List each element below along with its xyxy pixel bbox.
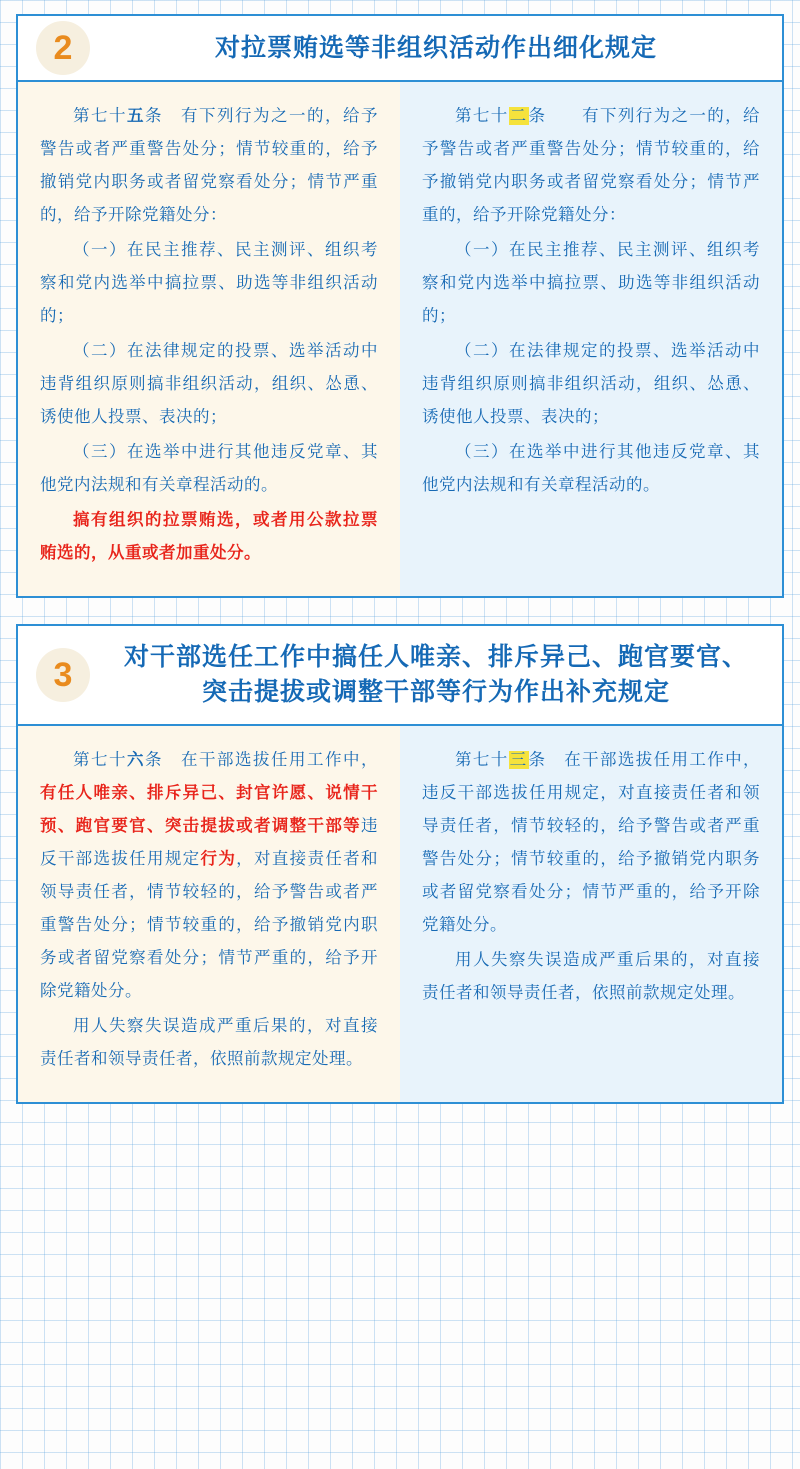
section-3-left-column (18, 726, 400, 1102)
text-run: 条 有下列行为之一的，给予警告或者严重警告处分；情节较重的，给予撤销党内职务或者留党察看处分；情节严重的，给予开除党籍处分： (40, 107, 378, 224)
text-run: 条 在干部选拔任用工作中， (145, 751, 378, 769)
text-run: 用人失察失误造成严重后果的，对直接责任者和领导责任者，依照前款规定处理。 (40, 1017, 378, 1068)
marker-highlight: 二 (509, 107, 528, 125)
text-run: 第七十 (73, 751, 127, 769)
highlighted-text: 行为 (200, 850, 237, 868)
section-title-2: 对拉票贿选等非组织活动作出细化规定 (214, 33, 657, 62)
text-run: 用人失察失误造成严重后果的，对直接责任者和领导责任者，依照前款规定处理。 (422, 951, 760, 1002)
highlighted-text: 搞有组织的拉票贿选，或者用公款拉票贿选的，从重或者加重处分。 (40, 511, 378, 562)
section-2-right-column (400, 82, 782, 596)
text-run: 违反干部选拔任用规定 (40, 817, 378, 868)
text-run: 第七十 (455, 107, 509, 125)
section-card-3 (16, 624, 784, 1104)
article-number: 五 (127, 107, 145, 125)
text-run: 第七十 (455, 751, 509, 769)
paragraph (422, 335, 760, 434)
text-run: （二）在法律规定的投票、选举活动中违背组织原则搞非组织活动，组织、怂恿、诱使他人投票、表决的； (40, 342, 378, 426)
section-3-right-column (400, 726, 782, 1102)
paragraph (40, 1010, 378, 1076)
section-title-3: 对干部选任工作中搞任人唯亲、排斥异己、跑官要官、突击提拔或调整干部等行为作出补充规定 (123, 643, 748, 706)
highlighted-text: 有任人唯亲、排斥异己、封官许愿、说情干预、跑官要官、突击提拔或者调整干部等 (40, 784, 378, 835)
section-body-2 (18, 82, 782, 596)
text-run: ，对直接责任者和领导责任者，情节较轻的，给予警告或者严重警告处分；情节较重的，给予撤销党内职务或者留党察看处分；情节严重的，给予开除党籍处分。 (40, 850, 379, 1000)
paragraph (40, 100, 378, 232)
paragraph (40, 744, 378, 1008)
paragraph (422, 100, 760, 232)
text-run: （二）在法律规定的投票、选举活动中违背组织原则搞非组织活动，组织、怂恿、诱使他人投票、表决的； (422, 342, 760, 426)
section-card-2 (16, 14, 784, 598)
text-run: （三）在选举中进行其他违反党章、其他党内法规和有关章程活动的。 (40, 443, 378, 494)
article-number: 六 (127, 751, 145, 769)
paragraph (40, 436, 378, 502)
paragraph (40, 335, 378, 434)
paragraph (422, 744, 760, 942)
text-run: 第七十 (73, 107, 127, 125)
text-run: （三）在选举中进行其他违反党章、其他党内法规和有关章程活动的。 (422, 443, 760, 494)
text-run: （一）在民主推荐、民主测评、组织考察和党内选举中搞拉票、助选等非组织活动的； (40, 241, 378, 325)
paragraph (422, 436, 760, 502)
paragraph (40, 234, 378, 333)
text-run: 条 有下列行为之一的，给予警告或者严重警告处分；情节较重的，给予撤销党内职务或者留党察看处分；情节严重的，给予开除党籍处分： (422, 107, 760, 224)
section-body-3 (18, 726, 782, 1102)
section-badge-2: 2 (36, 21, 90, 75)
section-header-2 (18, 16, 782, 82)
paragraph (422, 234, 760, 333)
text-run: 条 在干部选拔任用工作中，违反干部选拔任用规定，对直接责任者和领导责任者，情节较轻的，给予警告或者严重警告处分；情节较重的，给予撤销党内职务或者留党察看处分；情节严重的，给予开除党籍处分。 (422, 751, 760, 934)
section-2-left-column (18, 82, 400, 596)
text-run: （一）在民主推荐、民主测评、组织考察和党内选举中搞拉票、助选等非组织活动的； (422, 241, 760, 325)
section-badge-3: 3 (36, 648, 90, 702)
paragraph (40, 504, 378, 570)
section-header-3 (18, 626, 782, 726)
marker-highlight: 三 (509, 751, 528, 769)
paragraph (422, 944, 760, 1010)
